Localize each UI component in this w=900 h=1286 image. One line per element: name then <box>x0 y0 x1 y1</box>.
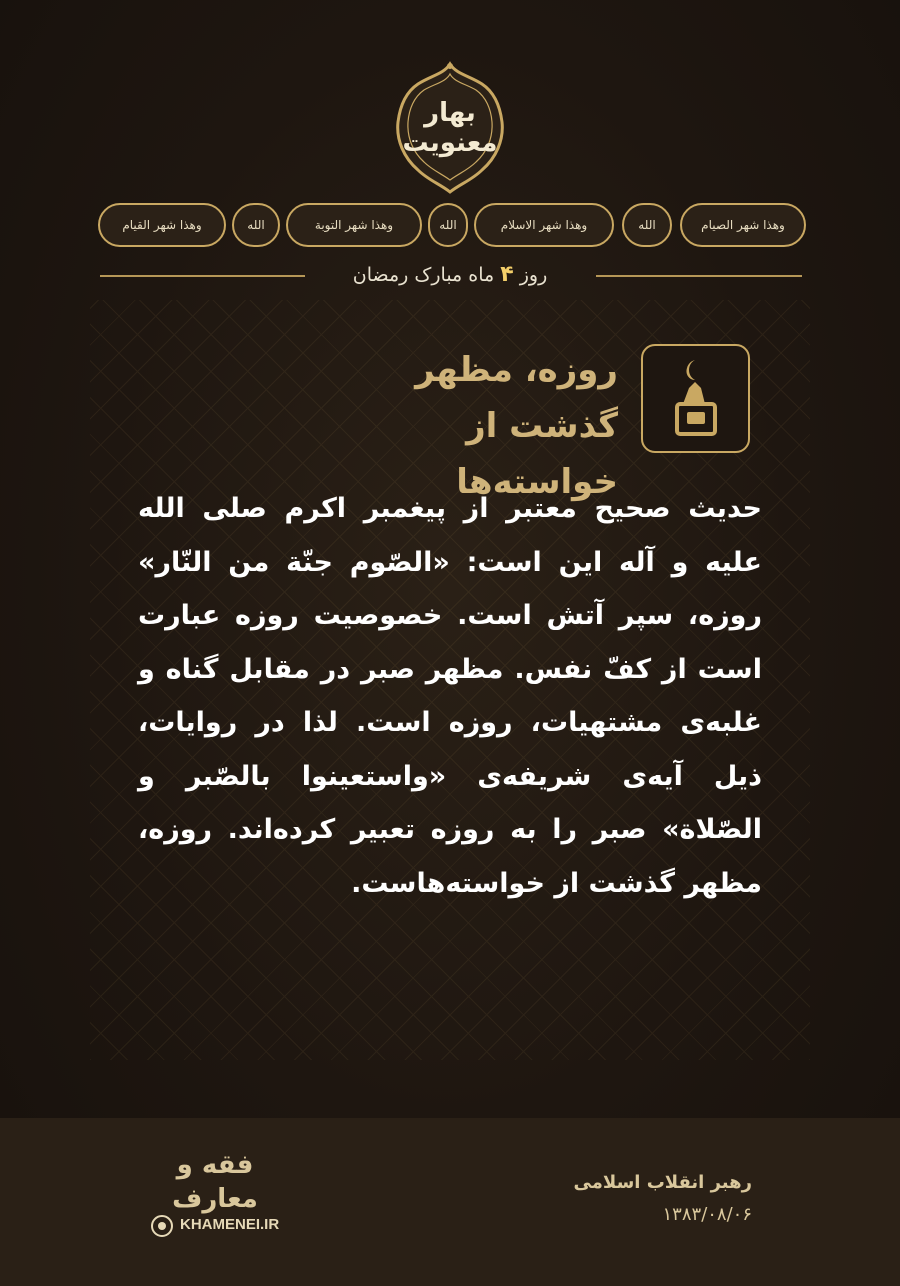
day-number: ۴ <box>500 262 514 287</box>
bahar-manaviat-logo <box>390 60 510 195</box>
khamenei-site-icon <box>150 1214 174 1238</box>
source-date: ۱۳۸۳/۰۸/۰۶ <box>662 1204 752 1225</box>
badge-1: وهذا شهر الصیام <box>680 203 806 247</box>
logo-title: بهار معنویت <box>402 98 498 158</box>
title-icon-frame <box>641 344 750 453</box>
divider-right <box>596 275 802 277</box>
day-prefix: روز <box>519 264 548 286</box>
divider-left <box>100 275 305 277</box>
fiqh-maaref-logo <box>140 1140 300 1250</box>
day-suffix: ماه مبارک رمضان <box>352 264 495 286</box>
source-author: رهبر انقلاب اسلامی <box>573 1172 752 1193</box>
page-title: روزه، مظهر گذشت از خواسته‌ها <box>415 350 618 502</box>
footer-logo-script: فقه و معارف <box>172 1150 258 1214</box>
ramadan-day-label <box>310 258 590 292</box>
badge-6: الله <box>232 203 280 247</box>
badges-row <box>98 203 808 249</box>
badge-4: الله <box>428 203 468 247</box>
site-name: KHAMENEI.IR <box>180 1216 280 1233</box>
footer-band <box>0 1118 900 1286</box>
fasting-icon <box>643 346 748 451</box>
badge-5: وهذا شهر التوبة <box>286 203 422 247</box>
badge-2: الله <box>622 203 672 247</box>
badge-3: وهذا شهر الاسلام <box>474 203 614 247</box>
badge-7: وهذا شهر القیام <box>98 203 226 247</box>
quote-body: حدیث صحیح معتبر از پیغمبر اکرم صلى الله علیه و آله این است: «الصّوم جنّة من النّار» روزه، سپر آتش است. خصوصیت روزه عبارت است از کفّ نفس. مظهر صبر در مقابل گناه و غلبه‌ی مشتهیات، روزه است. لذا در روایات، ذیل آیه‌ی شریفه‌ی «واستعینوا بالصّبر و الصّلاة» صبر را به روزه تعبیر کرده‌اند. روزه، مظهر گذشت از خواسته‌هاست. <box>138 493 762 899</box>
